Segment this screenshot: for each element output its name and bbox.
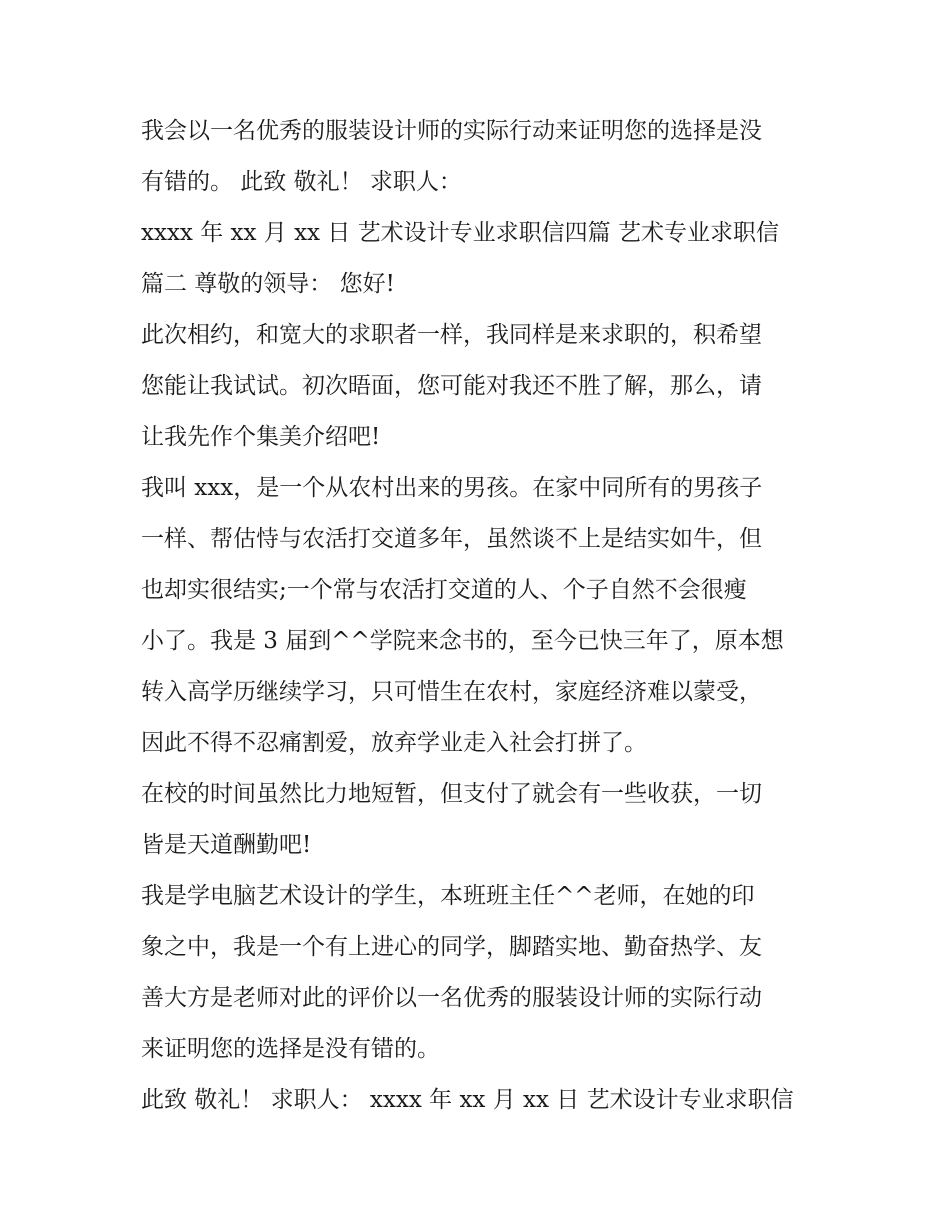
text-line: 此致 敬礼！ 求职人： xxxx 年 xx 月 xx 日 艺术设计专业求职信 (141, 1087, 794, 1113)
text-line: 我是学电脑艺术设计的学生，本班班主任^^老师，在她的印 (141, 883, 755, 909)
text-line: 象之中，我是一个有上进心的同学，脚踏实地、勤奋热学、友 (141, 934, 762, 960)
text-line: 有错的。 此致 敬礼！ 求职人： (141, 169, 462, 195)
text-line: 我叫 xxx，是一个从农村出来的男孩。在家中同所有的男孩子 (141, 475, 763, 501)
text-line: 善大方是老师对此的评价以一名优秀的服装设计师的实际行动 (141, 985, 762, 1011)
text-line: 来证明您的选择是没有错的。 (141, 1036, 440, 1062)
text-line: 篇二 尊敬的领导： 您好! (141, 271, 395, 297)
text-line: 此次相约，和宽大的求职者一样，我同样是来求职的，积希望 (141, 322, 762, 348)
text-line: 我会以一名优秀的服装设计师的实际行动来证明您的选择是没 (141, 118, 762, 144)
text-line: 因此不得不忍痛割爱，放弃学业走入社会打拼了。 (141, 730, 647, 756)
text-line: 您能让我试试。初次晤面，您可能对我还不胜了解，那么，请 (141, 373, 762, 399)
text-line: xxxx 年 xx 月 xx 日 艺术设计专业求职信四篇 艺术专业求职信 (141, 220, 779, 246)
text-line: 转入高学历继续学习，只可惜生在农村，家庭经济难以蒙受， (141, 679, 762, 705)
text-line: 皆是天道酬勤吧! (141, 832, 312, 858)
document-body (141, 106, 821, 1126)
text-line: 也却实很结实;一个常与农活打交道的人、个子自然不会很瘦 (141, 577, 747, 603)
text-line: 一样、帮估恃与农活打交道多年，虽然谈不上是结实如牛，但 (141, 526, 762, 552)
text-line: 小了。我是 3 届到^^学院来念书的，至今已快三年了，原本想 (141, 628, 784, 654)
text-line: 让我先作个集美介绍吧! (141, 424, 381, 450)
text-line: 在校的时间虽然比力地短暂，但支付了就会有一些收获，一切 (141, 781, 762, 807)
